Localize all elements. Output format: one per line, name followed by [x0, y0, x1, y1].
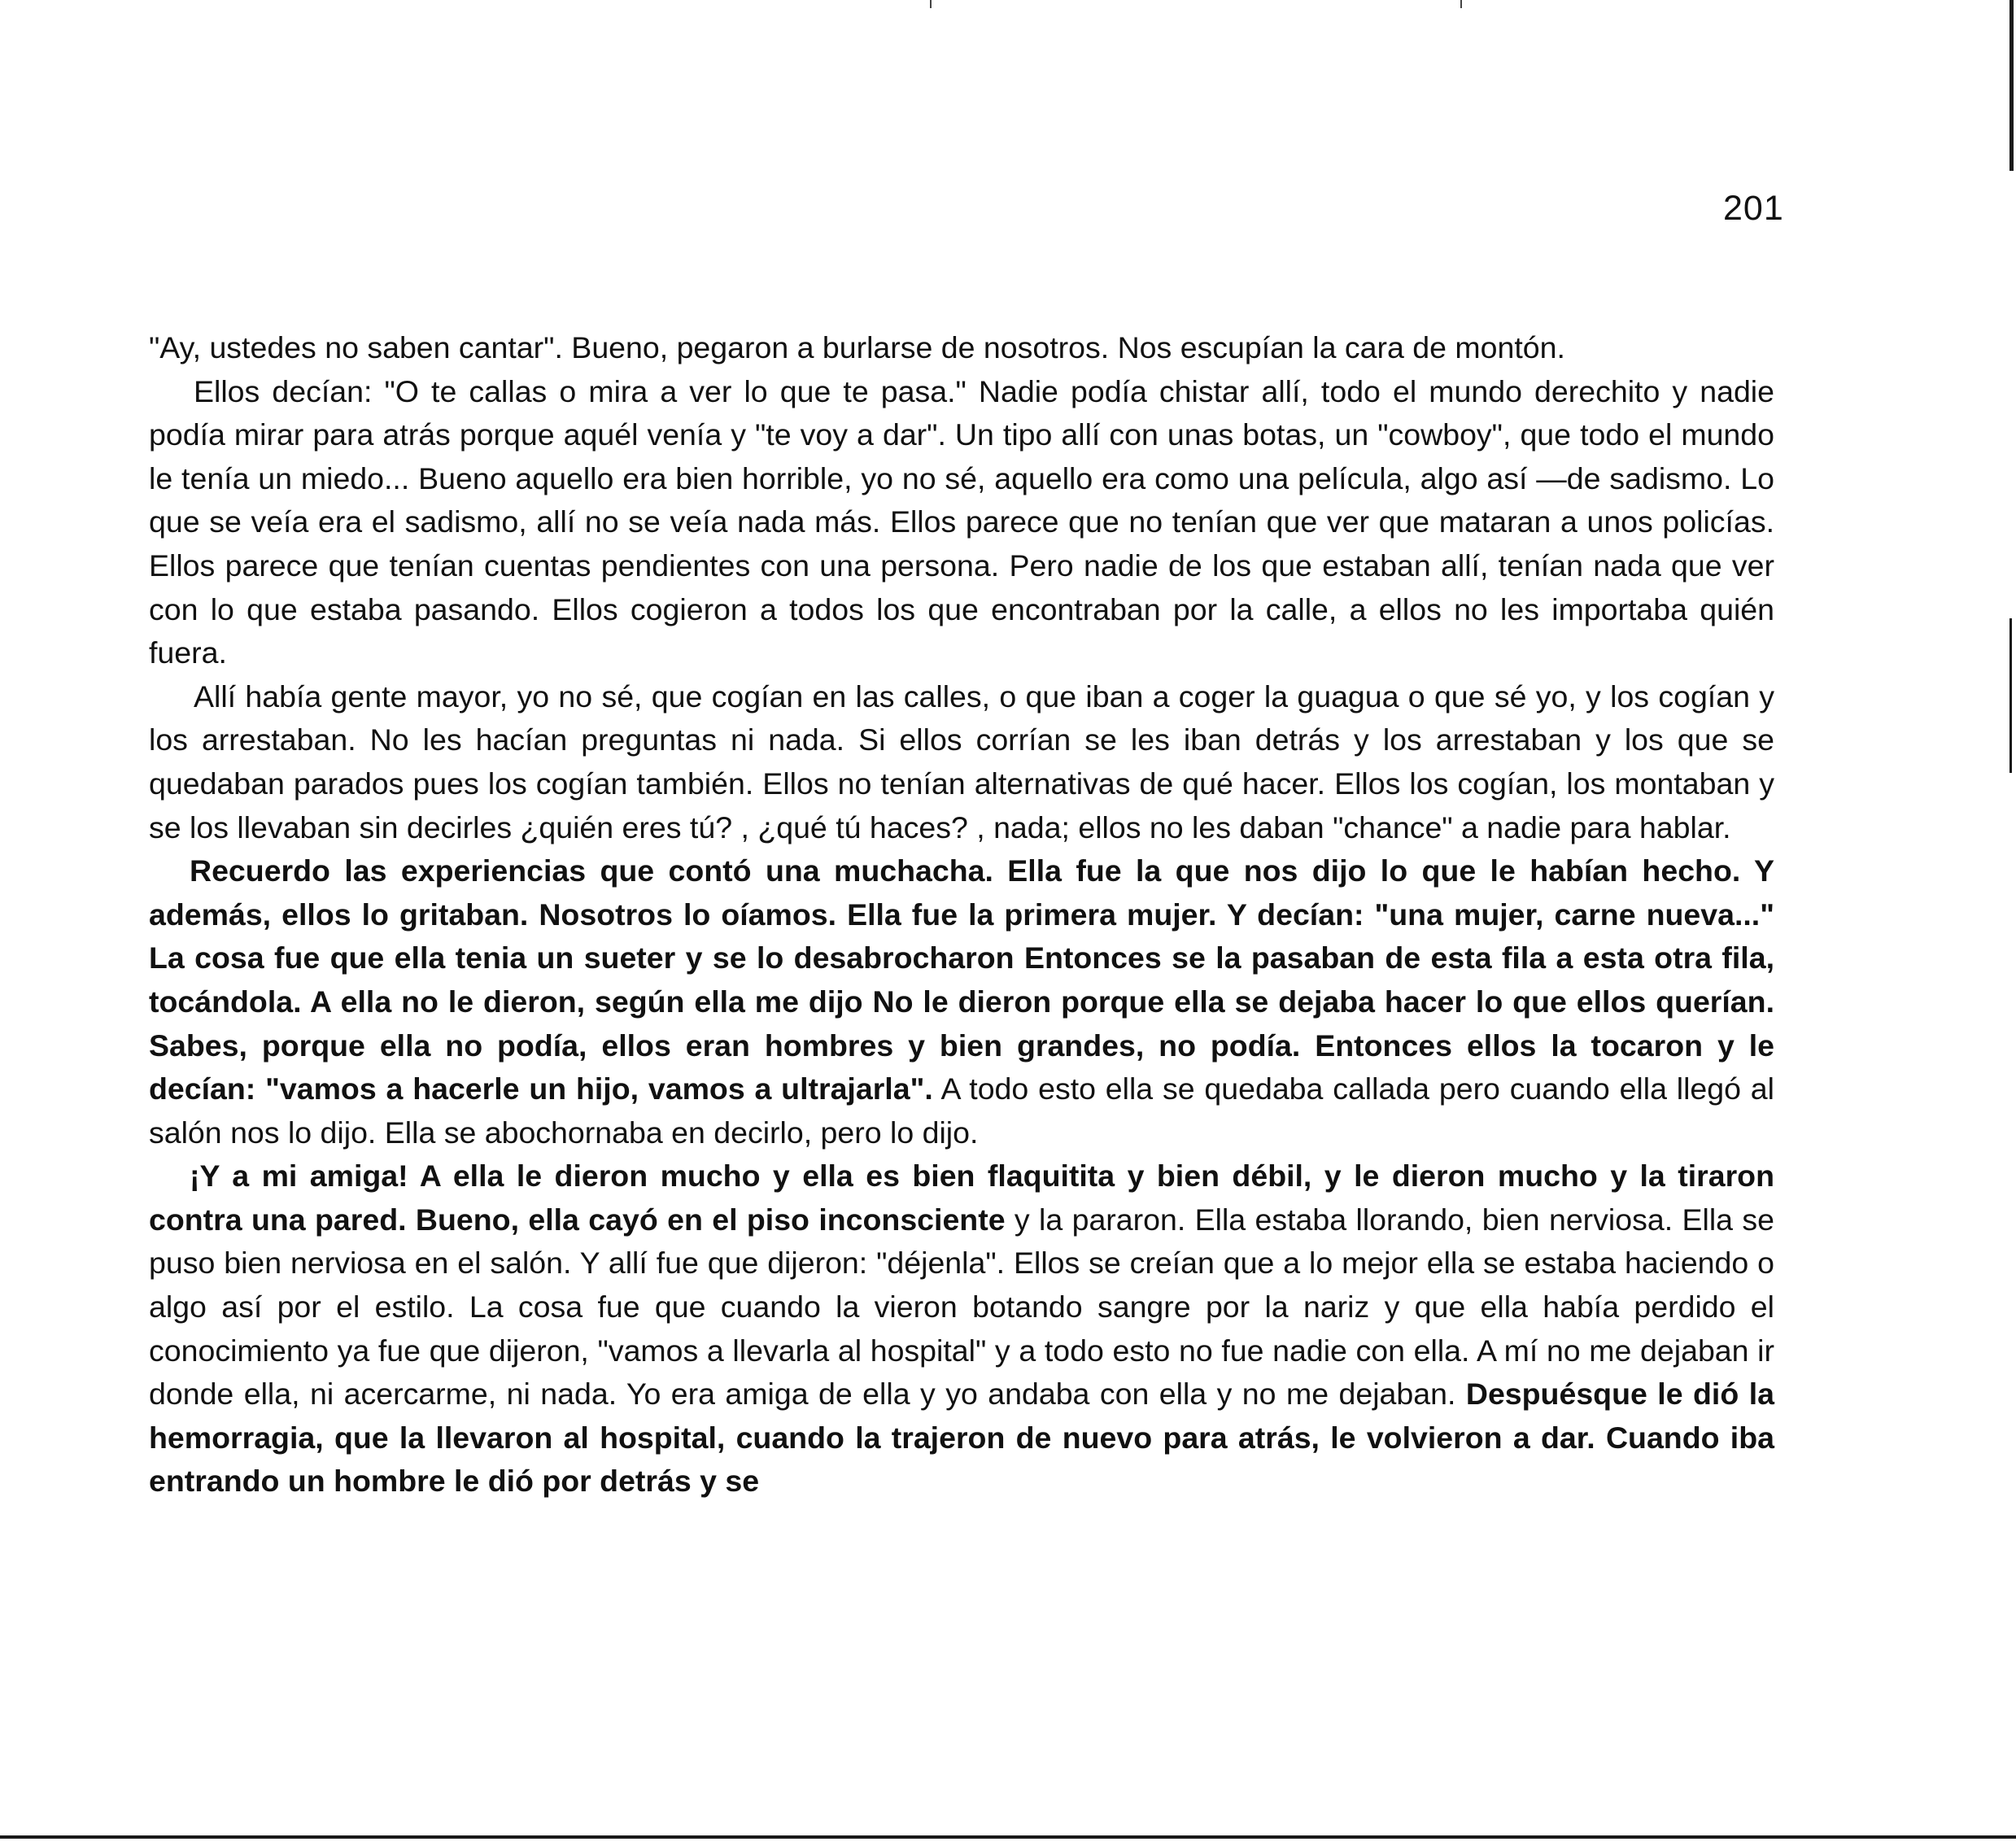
body-text — [149, 326, 1774, 1503]
paragraph — [149, 675, 1774, 849]
scan-mark — [1460, 0, 1462, 8]
text-segment: y la pararon. Ella estaba llorando, bien nerviosa. Ella se puso bien nerviosa en el salón. Y allí fue que dijeron: "déjenla". Ellos se creían que a lo mejor ella se estaba haciendo o algo así por el estilo. La cosa fue que cuando la vieron botando sangre por la nariz y que ella había perdido el conocimiento ya fue que dijeron, "vamos a llevarla al hospital" y a todo esto no fue nadie con ella. A mí no me dejaban ir donde ella, ni acercarme, ni nada. Yo era amiga de ella y yo andaba con ella y no me dejaban. — [149, 1202, 1774, 1412]
text-segment: Ellos decían: "O te callas o mira a ver lo que te pasa." Nadie podía chistar allí, todo el mundo derechito y nadie podía mirar para atrás porque aquél venía y "te voy a dar". Un tipo allí con unas botas, un "cowboy", que todo el mundo le tenía un miedo... Bueno aquello era bien horrible, yo no sé, aquello era como una película, algo así —de sadismo. Lo que se veía era el sadismo, allí no se veía nada más. Ellos parece que no tenían que ver que mataran a unos policías. Ellos parece que tenían cuentas pendientes con una persona. Pero nadie de los que estaban allí, tenían nada que ver con lo que estaba pasando. Ellos cogieron a todos los que encontraban por la calle, a ellos no les importaba quién fuera. — [149, 373, 1774, 670]
paragraph — [149, 326, 1774, 370]
page-number: 201 — [1723, 189, 1784, 228]
paragraph — [149, 849, 1774, 1154]
bold-text-segment: Recuerdo las experiencias que contó una muchacha. Ella fue la que nos dijo lo que le habían hecho. Y además, ellos lo gritaban. Nosotros lo oíamos. Ella fue la primera mujer. Y decían: "una mujer, carne nueva..." La cosa fue que ella tenia un sueter y se lo desabrocharon Entonces se la pasaban de esta fila a esta otra fila, tocándola. A ella no le dieron, según ella me dijo No le dieron porque ella se dejaba hacer lo que ellos querían. Sabes, porque ella no podía, ellos eran hombres y bien grandes, no podía. Entonces ellos la tocaron y le decían: "vamos a hacerle un hijo, vamos a ultrajarla". — [149, 853, 1774, 1106]
scan-mark — [930, 0, 932, 8]
paragraph — [149, 370, 1774, 675]
text-segment: A todo esto ella se quedaba callada pero cuando ella llegó al salón nos lo dijo. Ella se abochornaba en decirlo, pero lo dijo. — [149, 1071, 1774, 1150]
page-edge-bottom — [0, 1835, 2016, 1839]
page-edge-right-lower — [2009, 618, 2012, 773]
text-segment: Allí había gente mayor, yo no sé, que cogían en las calles, o que iban a coger la guagua o que sé yo, y los cogían y los arrestaban. No les hacían preguntas ni nada. Si ellos corrían se les iban detrás y los arrestaban y los que se quedaban parados pues los cogían también. Ellos no tenían alternativas de qué hacer. Ellos los cogían, los montaban y se los llevaban sin decirles ¿quién eres tú? , ¿qué tú haces? , nada; ellos no les daban "chance" a nadie para hablar. — [149, 679, 1774, 844]
bold-text-segment: Despuésque le dió la hemorragia, que la llevaron al hospital, cuando la trajeron de nuevo para atrás, le volvieron a dar. Cuando iba entrando un hombre le dió por detrás y se — [149, 1377, 1774, 1499]
paragraph — [149, 1154, 1774, 1503]
page-edge-right — [2009, 0, 2014, 171]
bold-text-segment: ¡Y a mi amiga! A ella le dieron mucho y ella es bien flaquitita y bien débil, y le dieron mucho y la tiraron contra una pared. Bueno, ella cayó en el piso inconsciente — [149, 1159, 1774, 1237]
text-segment: "Ay, ustedes no saben cantar". Bueno, pegaron a burlarse de nosotros. Nos escupían la cara de montón. — [149, 330, 1565, 364]
